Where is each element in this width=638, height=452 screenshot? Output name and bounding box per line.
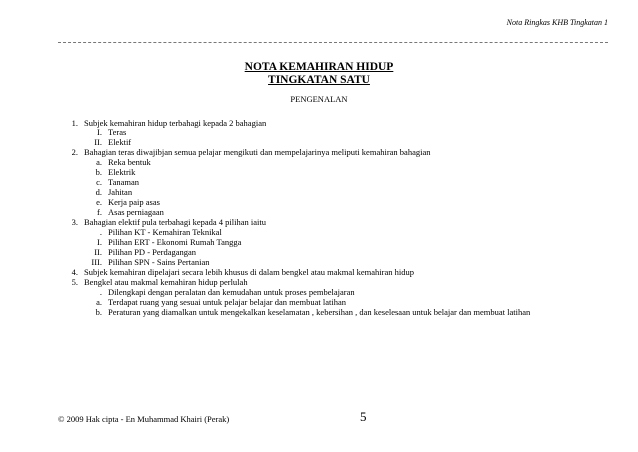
sub-item-text: Jahitan: [108, 187, 133, 197]
sub-item-text: Terdapat ruang yang sesuai untuk pelajar belajar dan membuat latihan: [108, 297, 347, 307]
section-heading: PENGENALAN: [290, 94, 348, 104]
sub-item-text: Teras: [108, 127, 127, 137]
item-text: Bahagian teras diwajibjan semua pelajar mengikuti dan mempelajarinya meliputi kemahiran bahagian: [84, 147, 431, 157]
sub-item-text: Pilihan SPN - Sains Pertanian: [108, 257, 210, 267]
document-title-line1: NOTA KEMAHIRAN HIDUP: [244, 61, 394, 73]
sub-item-text: Reka bentuk: [108, 157, 151, 167]
item-number: 3.: [71, 217, 78, 227]
sub-item-mark: a.: [96, 157, 102, 167]
item-number: 5.: [71, 277, 78, 287]
sub-item-mark: e.: [96, 197, 102, 207]
sub-item-text: Elektrik: [108, 167, 136, 177]
sub-item-mark: III.: [91, 257, 102, 267]
sub-item: [88, 306, 530, 318]
sub-item-text: Dilengkapi dengan peralatan dan kemudahan untuk proses pembelajaran: [108, 287, 355, 297]
sub-item-text: Pilihan ERT - Ekonomi Rumah Tangga: [108, 237, 242, 247]
sub-item-mark: I.: [97, 127, 102, 137]
sub-item-text: Peraturan yang diamalkan untuk mengekalkan keselamatan , kebersihan , dan keselesaan untuk belajar dan membuat latihan: [108, 307, 531, 317]
page-number: 5: [360, 409, 367, 424]
item-text: Bengkel atau makmal kemahiran hidup perlulah: [84, 277, 248, 287]
sub-item-text: Asas perniagaan: [108, 207, 164, 217]
item-text: Subjek kemahiran hidup terbahagi kepada 2 bahagian: [84, 118, 267, 128]
sub-item-text: Tanaman: [108, 177, 140, 187]
sub-item-text: Elektif: [108, 137, 132, 147]
sub-item-text: Pilihan KT - Kemahiran Teknikal: [108, 227, 222, 237]
sub-item-mark: .: [99, 287, 102, 297]
item-text: Bahagian elektif pula terbahagi kepada 4 pilihan iaitu: [84, 217, 266, 227]
sub-item-mark: II.: [94, 247, 102, 257]
sub-item-mark: f.: [97, 207, 102, 217]
sub-item-mark: II.: [94, 137, 102, 147]
item-number: 4.: [71, 267, 78, 277]
sub-item-mark: I.: [97, 237, 102, 247]
sub-item-mark: d.: [95, 187, 102, 197]
sub-item-mark: b.: [95, 167, 102, 177]
footer-copyright: © 2009 Hak cipta - En Muhammad Khairi (Perak): [58, 414, 230, 424]
sub-item-mark: c.: [96, 177, 102, 187]
document-title-line2: TINGKATAN SATU: [268, 74, 370, 86]
sub-item-text: Pilihan PD - Perdagangan: [108, 247, 197, 257]
item-number: 1.: [71, 118, 78, 128]
item-number: 2.: [71, 147, 78, 157]
sub-item-text: Kerja paip asas: [108, 197, 160, 207]
sub-item-mark: a.: [96, 297, 102, 307]
running-header: Nota Ringkas KHB Tingkatan 1: [506, 18, 608, 27]
sub-item-mark: b.: [95, 307, 102, 317]
header-divider: [58, 42, 608, 43]
item-text: Subjek kemahiran dipelajari secara lebih khusus di dalam bengkel atau makmal kemahiran hidup: [84, 267, 414, 277]
sub-item-mark: .: [99, 227, 102, 237]
